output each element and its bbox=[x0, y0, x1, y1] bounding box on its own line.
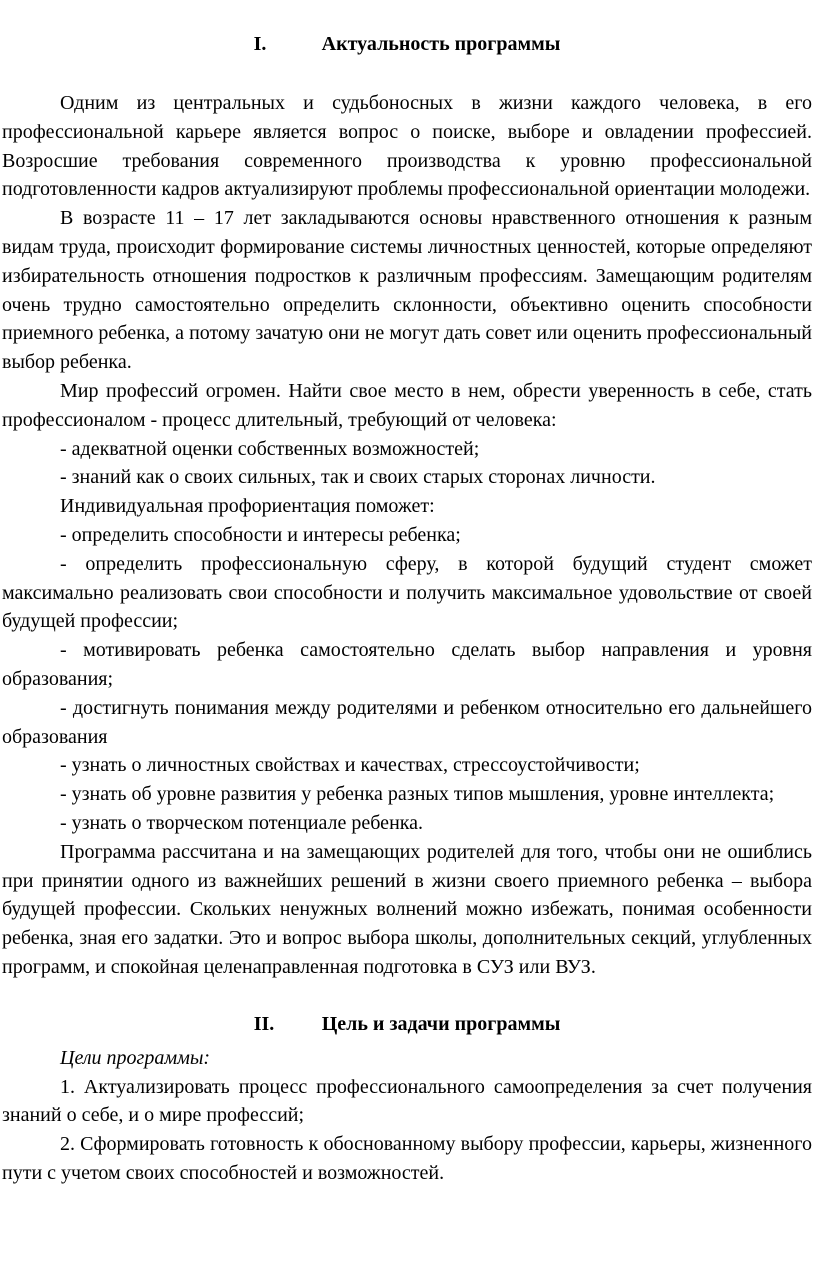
list-item: - узнать о личностных свойствах и качествах, стрессоустойчивости; bbox=[60, 754, 640, 777]
list-item: - узнать о творческом потенциале ребенка. bbox=[60, 811, 424, 834]
section-2-number: II. bbox=[253, 1012, 275, 1035]
list-item: - определить профессиональную сферу, в которой будущий студент сможет максимально реализовать свои способности и получить максимальное удовольствие от своей будущей профессии; bbox=[2, 552, 812, 633]
section-2-title: Цель и задачи программы bbox=[321, 1012, 561, 1035]
section-2-heading bbox=[2, 1010, 812, 1038]
goal-item: 1. Актуализировать процесс профессионального самоопределения за счет получения знаний о себе, и о мире профессий; bbox=[2, 1075, 812, 1127]
section-1-heading bbox=[2, 30, 812, 58]
list-item: - узнать об уровне развития у ребенка разных типов мышления, уровне интеллекта; bbox=[60, 783, 775, 806]
paragraph: Индивидуальная профориентация поможет: bbox=[60, 495, 435, 518]
paragraph: В возрасте 11 – 17 лет закладываются основы нравственного отношения к разным видам труда, происходит формирование системы личностных ценностей, которые определяют избирательность отношения подростков к различным профессиям. Замещающим родителям очень трудно самостоятельно определить склонности, объективно оценить способности приемного ребенка, а потому зачатую они не могут дать совет или оценить профессиональный выбор ребенка. bbox=[2, 207, 812, 374]
section-1-title: Актуальность программы bbox=[321, 33, 561, 55]
section-1-number: I. bbox=[253, 33, 267, 55]
paragraph: Мир профессий огромен. Найти свое место в нем, обрести уверенность в себе, стать профессионалом - процесс длительный, требующий от человека: bbox=[2, 379, 812, 431]
paragraph: Одним из центральных и судьбоносных в жизни каждого человека, в его профессиональной карьере является вопрос о поиске, выборе и овладении профессией. Возросшие требования современного производства к уровню профессиональной подготовленности кадров актуализируют проблемы профессиональной ориентации молодежи. bbox=[2, 92, 812, 201]
list-item: - мотивировать ребенка самостоятельно сделать выбор направления и уровня образования; bbox=[2, 639, 812, 690]
paragraph: Программа рассчитана и на замещающих родителей для того, чтобы они не ошиблись при принятии одного из важнейших решений в жизни своего приемного ребенка – выбора будущей профессии. Скольких ненужных волнений можно избежать, понимая особенности ребенка, зная его задатки. Это и вопрос выбора школы, дополнительных секций, углубленных программ, и спокойная целенаправленная подготовка в СУЗ или ВУЗ. bbox=[2, 840, 812, 978]
list-item: - достигнуть понимания между родителями и ребенком относительно его дальнейшего образования bbox=[2, 696, 812, 748]
list-item: - определить способности и интересы ребенка; bbox=[60, 523, 461, 546]
goals-label: Цели программы: bbox=[60, 1046, 211, 1069]
goal-item: 2. Сформировать готовность к обоснованному выбору профессии, карьеры, жизненного пути с учетом своих способностей и возможностей. bbox=[2, 1133, 812, 1184]
list-item: - адекватной оценки собственных возможностей; bbox=[60, 437, 480, 460]
list-item: - знаний как о своих сильных, так и своих старых сторонах личности. bbox=[60, 466, 656, 489]
